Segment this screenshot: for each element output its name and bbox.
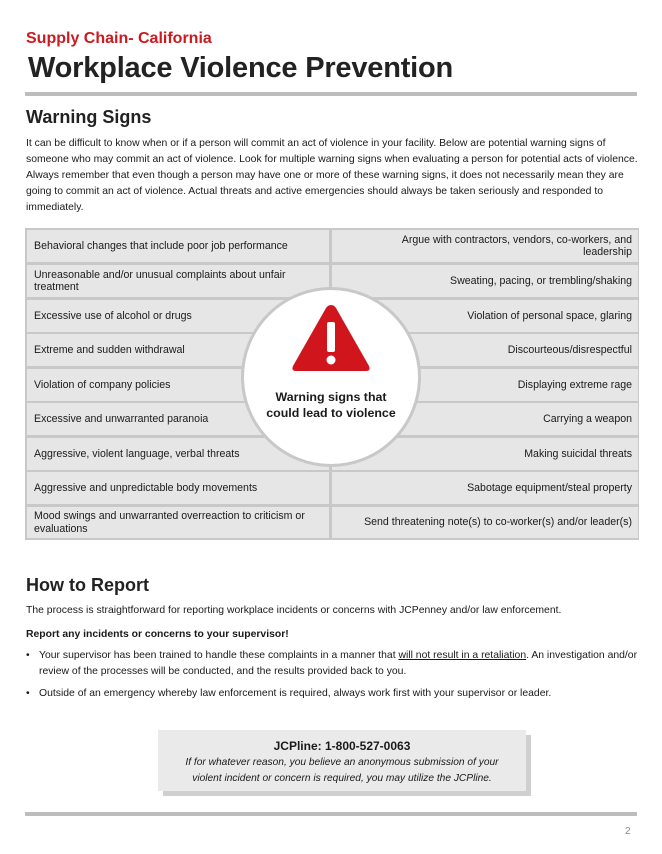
left-sign-1: Behavioral changes that include poor job performance <box>27 230 329 262</box>
left-sign-4: Extreme and sudden withdrawal <box>27 334 329 366</box>
left-sign-5: Violation of company policies <box>27 369 329 401</box>
left-sign-3: Excessive use of alcohol or drugs <box>27 300 329 332</box>
warning-center-label: Warning signs that could lead to violence <box>266 390 396 420</box>
report-bullet-2-text: Outside of an emergency whereby law enforcement is required, always work first with your supervisor or leader. <box>39 688 552 699</box>
left-sign-6: Excessive and unwarranted paranoia <box>27 403 329 435</box>
jcpline-phone: JCPline: 1-800-527-0063 <box>273 739 411 753</box>
no-retaliation-underline: will not result in a retaliation <box>398 650 527 661</box>
title-divider <box>25 92 637 96</box>
page-number: 2 <box>625 826 631 837</box>
right-sign-7: Making suicidal threats <box>332 438 638 470</box>
jcpline-line-2: violent incident or concern is required, you may utilize the JCPline. <box>192 772 492 784</box>
document-supertitle: Supply Chain- California <box>26 30 212 47</box>
warning-signs-intro: It can be difficult to know when or if a person will commit an act of violence in your facility. Below are potential warning signs of someone who may commit an act of violence. Look for multiple warning signs when evaluating a person for potential acts of violence. Always remember that even though a person may have one or more of these warning signs, it does not necessarily mean they are going to commit an act of violence. Actual threats and active emergencies should always be taken seriously and responded to immediately. <box>26 138 638 213</box>
right-sign-4: Discourteous/disrespectful <box>332 334 638 366</box>
document-title: Workplace Violence Prevention <box>28 52 454 84</box>
jcpline-line-1: If for whatever reason, you believe an anonymous submission of your <box>185 757 499 768</box>
right-sign-6: Carrying a weapon <box>332 403 638 435</box>
right-sign-5: Displaying extreme rage <box>332 369 638 401</box>
right-sign-2: Sweating, pacing, or trembling/shaking <box>332 265 638 297</box>
footer-divider <box>25 812 637 816</box>
left-sign-2: Unreasonable and/or unusual complaints about unfair treatment <box>27 265 329 297</box>
jcpline-callout <box>158 730 526 791</box>
report-bullet-1-text <box>39 648 639 679</box>
report-bold-line: Report any incidents or concerns to your supervisor! <box>26 629 289 640</box>
report-intro: The process is straightforward for reporting workplace incidents or concerns with JCPenney and/or law enforcement. <box>26 605 562 616</box>
left-sign-9: Mood swings and unwarranted overreaction to criticism or evaluations <box>27 507 329 538</box>
bullet-dot: • <box>26 688 30 699</box>
warning-signs-heading: Warning Signs <box>26 107 152 127</box>
right-sign-8: Sabotage equipment/steal property <box>332 472 638 504</box>
right-sign-9: Send threatening note(s) to co-worker(s) and/or leader(s) <box>332 507 638 538</box>
left-sign-8: Aggressive and unpredictable body movements <box>27 472 329 504</box>
right-sign-1: Argue with contractors, vendors, co-workers, and leadership <box>332 230 638 262</box>
bullet-1-text-after: . An investigation and/or review of the processes will be conducted, and the results provided back to you. <box>39 650 638 677</box>
how-to-report-heading: How to Report <box>26 575 149 595</box>
right-sign-3: Violation of personal space, glaring <box>332 300 638 332</box>
bullet-dot: • <box>26 650 30 661</box>
left-sign-7: Aggressive, violent language, verbal threats <box>27 438 329 470</box>
bullet-1-text-before: Your supervisor has been trained to handle these complaints in a manner that <box>39 650 399 661</box>
warning-triangle-icon <box>290 302 372 374</box>
